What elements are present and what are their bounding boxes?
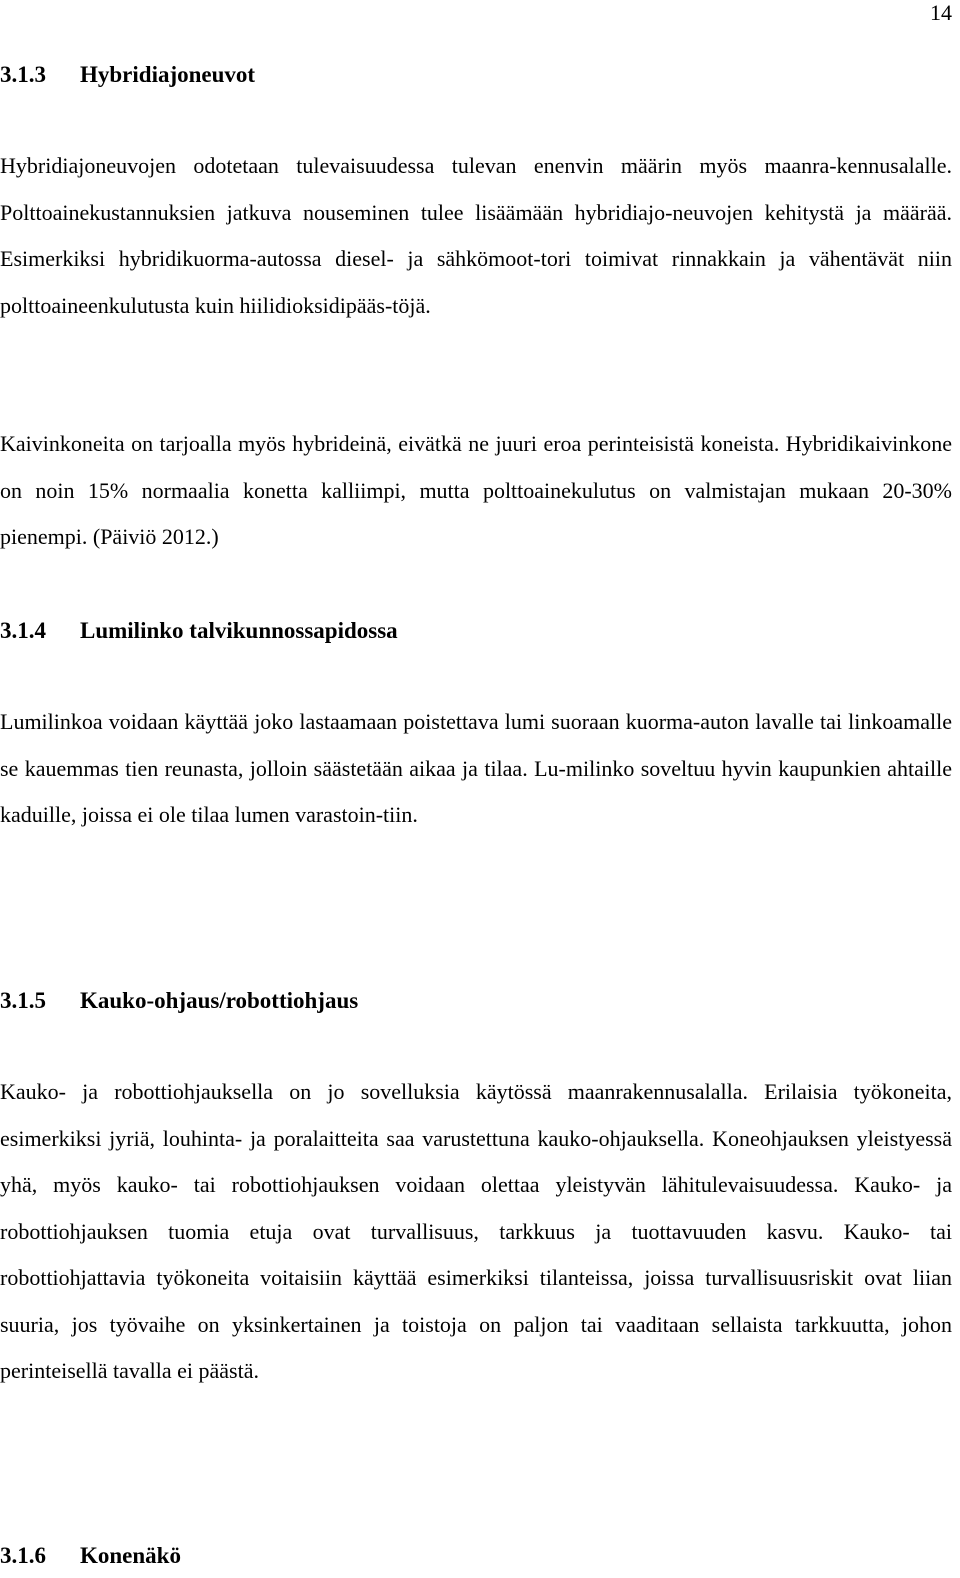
paragraph: Kaivinkoneita on tarjoalla myös hybrideinä, eivätkä ne juuri eroa perinteisistä koneista. Hybridikaivinkone on noin 15% normaalia konetta kalliimpi, mutta polttoainekulutus on valmistajan mukaan 20-30% pienempi. (Päiviö 2012.)	[0, 431, 952, 549]
paragraph: Lumilinkoa voidaan käyttää joko lastaamaan poistettava lumi suoraan kuorma-auton lavalle tai linkoamalle se kauemmas tien reunasta, jolloin säästetään aikaa ja tilaa. Lu-milinko soveltuu hyvin kaupunkien ahtaille kaduille, joissa ei ole tilaa lumen varastoin-tiin.	[0, 709, 952, 827]
section-heading	[0, 61, 255, 89]
paragraph: Kauko- ja robottiohjauksella on jo sovelluksia käytössä maanrakennusalalla. Erilaisia työkoneita, esimerkiksi jyriä, louhinta- ja poralaitteita saa varustettuna kauko-ohjauksella. Koneohjauksen yleistyessä yhä, myös kauko- tai robottiohjauksen voidaan olettaa yleistyvän lähitulevaisuudessa. Kauko- ja robottiohjauksen tuomia etuja ovat turvallisuus, tarkkuus ja tuottavuuden kasvu. Kauko- tai robottiohjattavia työkoneita voitaisiin käyttää esimerkiksi tilanteissa, joissa turvallisuusriskit ovat liian suuria, jos työvaihe on yksinkertainen ja toistoja on paljon tai vaaditaan sellaista tarkkuutta, johon perinteisellä tavalla ei päästä.	[0, 1079, 952, 1383]
section-title: Konenäkö	[80, 1543, 181, 1568]
section-title: Lumilinko talvikunnossapidossa	[80, 618, 398, 643]
section-heading	[0, 987, 358, 1015]
section-heading	[0, 617, 398, 645]
section-title: Hybridiajoneuvot	[80, 62, 256, 87]
section-title: Kauko-ohjaus/robottiohjaus	[80, 988, 359, 1013]
section-number: 3.1.4	[0, 618, 46, 643]
section-number: 3.1.6	[0, 1543, 46, 1568]
section-heading	[0, 1542, 181, 1570]
paragraph: Hybridiajoneuvojen odotetaan tulevaisuudessa tulevan enenvin määrin myös maanra-kennusalalle. Polttoainekustannuksien jatkuva nouseminen tulee lisäämään hybridiajo-neuvojen kehitystä ja määrää. Esimerkiksi hybridikuorma-autossa diesel- ja sähkömoot-tori toimivat rinnakkain ja vähentävät niin polttoaineenkulutusta kuin hiilidioksidipääs-töjä.	[0, 153, 952, 318]
section-number: 3.1.5	[0, 988, 46, 1013]
page-number: 14	[930, 0, 952, 25]
section-number: 3.1.3	[0, 62, 46, 87]
